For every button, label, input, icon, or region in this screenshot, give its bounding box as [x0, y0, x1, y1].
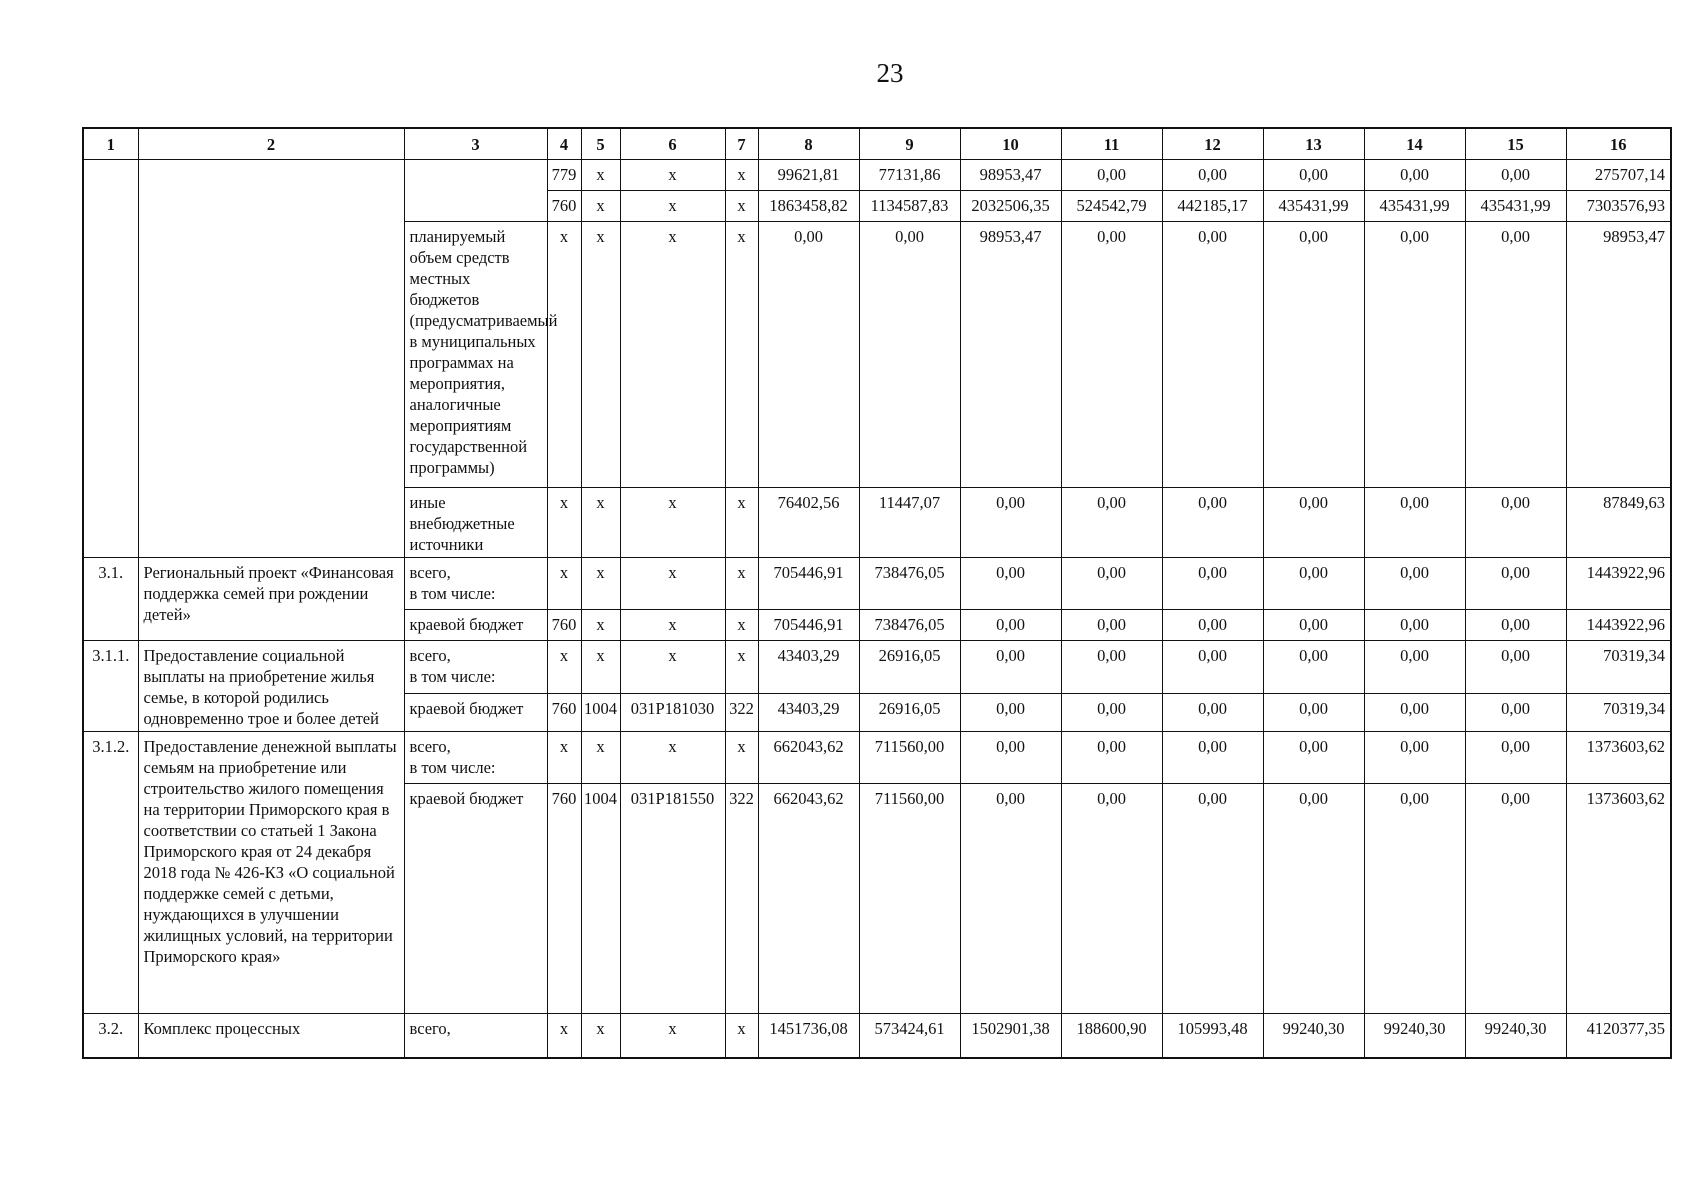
amount-cell: 738476,05 — [859, 610, 960, 641]
code-vr: x — [725, 1014, 758, 1058]
amount-cell: 0,00 — [1263, 160, 1364, 191]
amount-cell: 711560,00 — [859, 732, 960, 784]
amount-cell: 0,00 — [1263, 610, 1364, 641]
amount-cell: 0,00 — [1364, 784, 1465, 1014]
amount-cell: 0,00 — [1162, 693, 1263, 731]
amount-cell: 1502901,38 — [960, 1014, 1061, 1058]
code-csr: x — [620, 488, 725, 558]
amount-cell: 105993,48 — [1162, 1014, 1263, 1058]
funding-source: всего, в том числе: — [404, 732, 547, 784]
code-csr: x — [620, 558, 725, 610]
amount-cell: 738476,05 — [859, 558, 960, 610]
code-gr: x — [547, 641, 581, 694]
amount-cell: 573424,61 — [859, 1014, 960, 1058]
amount-cell: 705446,91 — [758, 558, 859, 610]
amount-cell: 0,00 — [859, 222, 960, 488]
amount-cell: 0,00 — [1162, 222, 1263, 488]
funding-source: краевой бюджет — [404, 784, 547, 1014]
funding-source: всего, в том числе: — [404, 641, 547, 694]
amount-cell: 1863458,82 — [758, 191, 859, 222]
amount-cell: 0,00 — [1364, 160, 1465, 191]
amount-cell: 0,00 — [1465, 558, 1566, 610]
amount-cell: 0,00 — [1465, 693, 1566, 731]
amount-cell: 0,00 — [1364, 488, 1465, 558]
funding-source: краевой бюджет — [404, 693, 547, 731]
amount-cell: 0,00 — [1061, 641, 1162, 694]
code-gr: x — [547, 488, 581, 558]
amount-cell: 1443922,96 — [1566, 558, 1671, 610]
budget-table — [82, 127, 1672, 1059]
amount-cell: 0,00 — [960, 732, 1061, 784]
amount-cell: 0,00 — [960, 641, 1061, 694]
amount-cell: 524542,79 — [1061, 191, 1162, 222]
code-gr: x — [547, 222, 581, 488]
amount-cell: 77131,86 — [859, 160, 960, 191]
code-rzpr: 1004 — [581, 693, 620, 731]
amount-cell: 26916,05 — [859, 693, 960, 731]
amount-cell: 435431,99 — [1364, 191, 1465, 222]
amount-cell: 0,00 — [1061, 610, 1162, 641]
code-csr: x — [620, 610, 725, 641]
code-gr: 760 — [547, 191, 581, 222]
amount-cell: 188600,90 — [1061, 1014, 1162, 1058]
code-gr: x — [547, 558, 581, 610]
amount-cell: 0,00 — [1061, 488, 1162, 558]
item-number: 3.1.1. — [83, 641, 138, 732]
table-row — [83, 160, 1671, 191]
code-gr: x — [547, 732, 581, 784]
code-gr: 760 — [547, 784, 581, 1014]
column-header: 2 — [138, 128, 404, 160]
amount-cell: 0,00 — [1162, 732, 1263, 784]
column-header: 10 — [960, 128, 1061, 160]
column-header: 14 — [1364, 128, 1465, 160]
amount-cell: 0,00 — [1061, 693, 1162, 731]
amount-cell: 26916,05 — [859, 641, 960, 694]
funding-source: краевой бюджет — [404, 610, 547, 641]
amount-cell: 0,00 — [1465, 784, 1566, 1014]
amount-cell: 0,00 — [960, 488, 1061, 558]
column-header: 7 — [725, 128, 758, 160]
amount-cell: 0,00 — [1465, 488, 1566, 558]
amount-cell: 1373603,62 — [1566, 732, 1671, 784]
table-row — [83, 558, 1671, 610]
amount-cell: 43403,29 — [758, 641, 859, 694]
code-rzpr: x — [581, 222, 620, 488]
item-name — [138, 160, 404, 558]
funding-source: всего, в том числе: — [404, 558, 547, 610]
amount-cell: 0,00 — [1061, 732, 1162, 784]
column-header: 3 — [404, 128, 547, 160]
header-row — [83, 128, 1671, 160]
amount-cell: 70319,34 — [1566, 693, 1671, 731]
column-header: 8 — [758, 128, 859, 160]
amount-cell: 11447,07 — [859, 488, 960, 558]
amount-cell: 2032506,35 — [960, 191, 1061, 222]
amount-cell: 0,00 — [1263, 558, 1364, 610]
item-name: Предоставление денежной выплаты семьям на приобретение или строительство жилого помещения на территории Приморского края в соответствии со статьей 1 Закона Приморского края от 24 декабря 2018 года № 426-КЗ «О социальной поддержке семей с детьми, нуждающихся в улучшении жилищных условий, на территории Приморского края» — [138, 732, 404, 1014]
code-vr: x — [725, 558, 758, 610]
amount-cell: 99240,30 — [1263, 1014, 1364, 1058]
amount-cell: 0,00 — [1364, 641, 1465, 694]
column-header: 9 — [859, 128, 960, 160]
code-gr: 760 — [547, 693, 581, 731]
amount-cell: 0,00 — [1364, 222, 1465, 488]
amount-cell: 0,00 — [1364, 558, 1465, 610]
amount-cell: 0,00 — [1465, 222, 1566, 488]
code-csr: x — [620, 641, 725, 694]
amount-cell: 0,00 — [1162, 160, 1263, 191]
amount-cell: 98953,47 — [1566, 222, 1671, 488]
amount-cell: 0,00 — [1263, 732, 1364, 784]
amount-cell: 0,00 — [1162, 784, 1263, 1014]
code-csr: x — [620, 732, 725, 784]
amount-cell: 0,00 — [960, 610, 1061, 641]
amount-cell: 0,00 — [1364, 610, 1465, 641]
code-vr: x — [725, 222, 758, 488]
amount-cell: 0,00 — [1263, 784, 1364, 1014]
amount-cell: 0,00 — [1364, 693, 1465, 731]
amount-cell: 1134587,83 — [859, 191, 960, 222]
amount-cell: 99240,30 — [1364, 1014, 1465, 1058]
code-vr: x — [725, 488, 758, 558]
amount-cell: 0,00 — [1465, 160, 1566, 191]
page-number: 23 — [876, 58, 904, 88]
item-number: 3.1. — [83, 558, 138, 641]
amount-cell: 0,00 — [1263, 641, 1364, 694]
amount-cell: 435431,99 — [1263, 191, 1364, 222]
amount-cell: 711560,00 — [859, 784, 960, 1014]
amount-cell: 76402,56 — [758, 488, 859, 558]
funding-source: планируемый объем средств местных бюджетов (предусматриваемый в муниципальных программах на мероприятия, аналогичные мероприятиям государственной программы) — [404, 222, 547, 488]
amount-cell: 662043,62 — [758, 784, 859, 1014]
code-rzpr: x — [581, 558, 620, 610]
amount-cell: 0,00 — [960, 784, 1061, 1014]
amount-cell: 4120377,35 — [1566, 1014, 1671, 1058]
amount-cell: 0,00 — [1263, 222, 1364, 488]
column-header: 16 — [1566, 128, 1671, 160]
column-header: 4 — [547, 128, 581, 160]
column-header: 6 — [620, 128, 725, 160]
code-vr: 322 — [725, 784, 758, 1014]
code-csr: x — [620, 222, 725, 488]
code-csr: x — [620, 160, 725, 191]
code-vr: x — [725, 610, 758, 641]
amount-cell: 0,00 — [1465, 610, 1566, 641]
amount-cell: 1373603,62 — [1566, 784, 1671, 1014]
column-header: 13 — [1263, 128, 1364, 160]
amount-cell: 0,00 — [1061, 558, 1162, 610]
amount-cell: 0,00 — [758, 222, 859, 488]
amount-cell: 98953,47 — [960, 222, 1061, 488]
code-vr: 322 — [725, 693, 758, 731]
code-rzpr: x — [581, 1014, 620, 1058]
amount-cell: 0,00 — [1061, 160, 1162, 191]
code-vr: x — [725, 191, 758, 222]
amount-cell: 43403,29 — [758, 693, 859, 731]
code-rzpr: x — [581, 160, 620, 191]
code-gr: x — [547, 1014, 581, 1058]
amount-cell: 99240,30 — [1465, 1014, 1566, 1058]
code-csr: x — [620, 191, 725, 222]
amount-cell: 662043,62 — [758, 732, 859, 784]
code-csr: x — [620, 1014, 725, 1058]
funding-source: всего, — [404, 1014, 547, 1058]
amount-cell: 99621,81 — [758, 160, 859, 191]
amount-cell: 0,00 — [1162, 641, 1263, 694]
item-number — [83, 160, 138, 558]
code-gr: 779 — [547, 160, 581, 191]
code-rzpr: x — [581, 610, 620, 641]
funding-source — [404, 160, 547, 222]
funding-source: иные внебюджетные источники — [404, 488, 547, 558]
code-vr: x — [725, 732, 758, 784]
amount-cell: 1451736,08 — [758, 1014, 859, 1058]
code-rzpr: 1004 — [581, 784, 620, 1014]
amount-cell: 0,00 — [1364, 732, 1465, 784]
amount-cell: 0,00 — [960, 693, 1061, 731]
amount-cell: 7303576,93 — [1566, 191, 1671, 222]
code-csr: 031P181550 — [620, 784, 725, 1014]
column-header: 1 — [83, 128, 138, 160]
amount-cell: 435431,99 — [1465, 191, 1566, 222]
amount-cell: 0,00 — [1061, 784, 1162, 1014]
amount-cell: 0,00 — [1061, 222, 1162, 488]
code-rzpr: x — [581, 641, 620, 694]
code-gr: 760 — [547, 610, 581, 641]
amount-cell: 0,00 — [1162, 610, 1263, 641]
amount-cell: 0,00 — [1263, 488, 1364, 558]
amount-cell: 0,00 — [960, 558, 1061, 610]
amount-cell: 0,00 — [1162, 488, 1263, 558]
code-vr: x — [725, 160, 758, 191]
amount-cell: 442185,17 — [1162, 191, 1263, 222]
column-header: 15 — [1465, 128, 1566, 160]
amount-cell: 70319,34 — [1566, 641, 1671, 694]
item-name: Предоставление социальной выплаты на приобретение жилья семье, в которой родились одновременно трое и более детей — [138, 641, 404, 732]
amount-cell: 1443922,96 — [1566, 610, 1671, 641]
amount-cell: 0,00 — [1263, 693, 1364, 731]
amount-cell: 0,00 — [1465, 641, 1566, 694]
table-row — [83, 732, 1671, 784]
amount-cell: 275707,14 — [1566, 160, 1671, 191]
column-header: 12 — [1162, 128, 1263, 160]
code-rzpr: x — [581, 732, 620, 784]
column-header: 5 — [581, 128, 620, 160]
table-row — [83, 641, 1671, 694]
amount-cell: 98953,47 — [960, 160, 1061, 191]
table-row — [83, 1014, 1671, 1058]
amount-cell: 0,00 — [1465, 732, 1566, 784]
code-rzpr: x — [581, 488, 620, 558]
code-rzpr: x — [581, 191, 620, 222]
item-number: 3.1.2. — [83, 732, 138, 1014]
amount-cell: 87849,63 — [1566, 488, 1671, 558]
item-name: Комплекс процессных — [138, 1014, 404, 1058]
amount-cell: 0,00 — [1162, 558, 1263, 610]
item-name: Региональный проект «Финансовая поддержка семей при рождении детей» — [138, 558, 404, 641]
item-number: 3.2. — [83, 1014, 138, 1058]
amount-cell: 705446,91 — [758, 610, 859, 641]
column-header: 11 — [1061, 128, 1162, 160]
code-vr: x — [725, 641, 758, 694]
code-csr: 031P181030 — [620, 693, 725, 731]
